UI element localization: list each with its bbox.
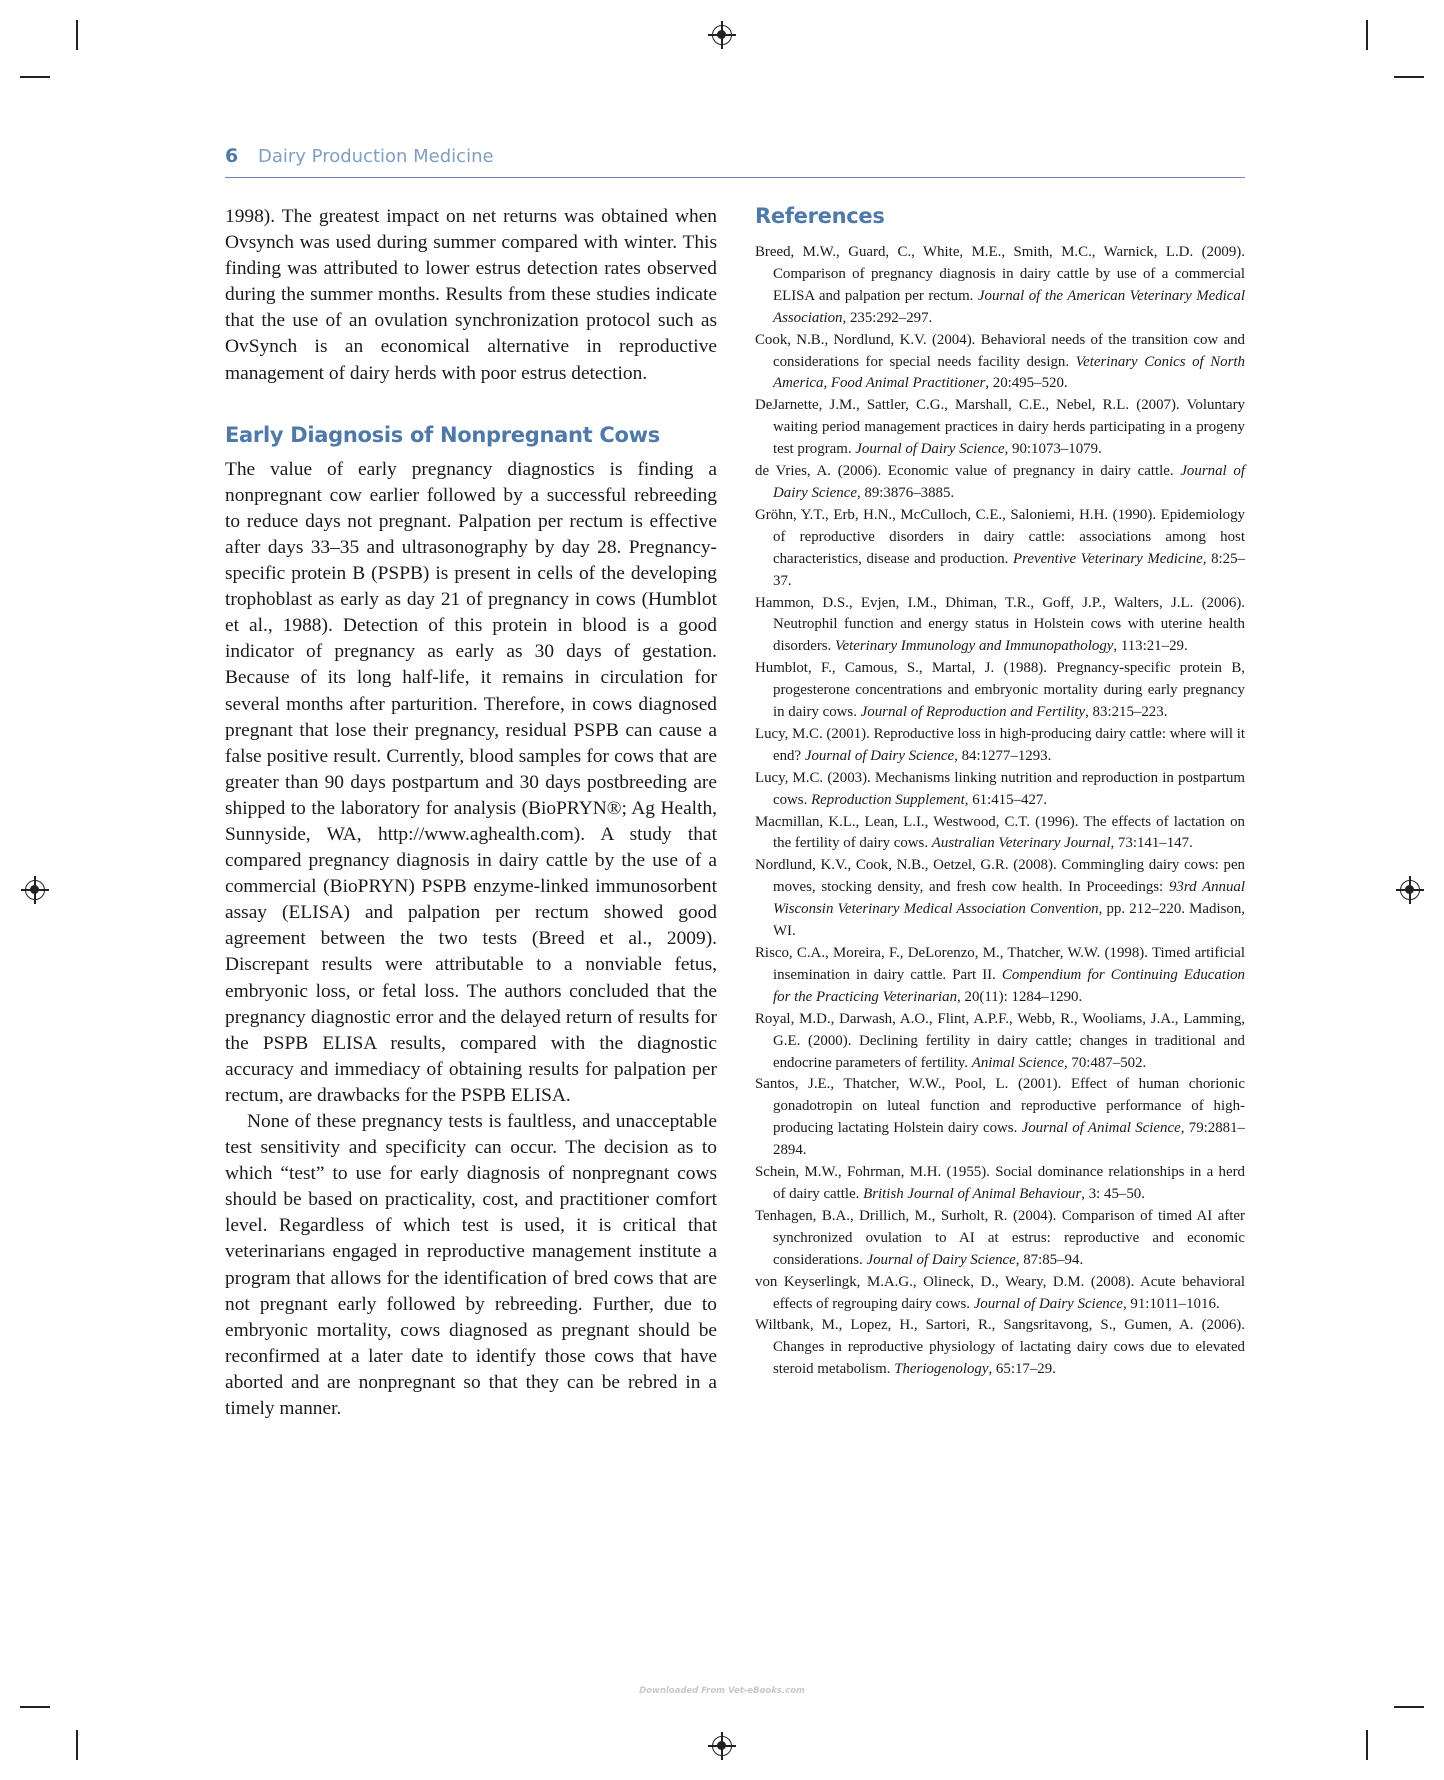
reference-citation: , 8:25–37. [773,550,1245,589]
reference-authors-title: Tenhagen, B.A., Drillich, M., Surholt, R. (2004). Comparison of timed AI after synchronized ovulation to AI at estrus: reproductive and economic considerations. [755,1207,1245,1268]
reference-citation: , 20(11): 1284–1290. [957,988,1083,1005]
crop-mark-icon [1366,20,1368,50]
main-text-column [225,204,717,1422]
reference-item [755,593,1245,659]
references-heading: References [755,204,885,228]
reference-citation: , 79:2881–2894. [773,1120,1245,1159]
reference-citation: , 91:1011–1016. [1122,1295,1220,1312]
reference-citation: , 73:141–147. [1110,835,1193,852]
reference-item [755,812,1245,856]
reference-citation: , 84:1277–1293. [954,747,1052,764]
body-paragraph: None of these pregnancy tests is faultless, and unacceptable test sensitivity and specificity can occur. The decision as to which “test” to use for early diagnosis of nonpregnant cows should be based on practicality, cost, and practitioner comfort level. Regardless of which test is used, it is critical that veterinarians engaged in reproductive management institute a program that allows for the identification of bred cows that are not pregnant early followed by rebreeding. Further, due to embryonic mortality, cows diagnosed as pregnant should be reconfirmed at a later date to identify those cows that have aborted and are nonpregnant so that they can be rebred in a timely manner. [225,1111,717,1420]
reference-citation: , 87:85–94. [1015,1251,1084,1268]
reference-authors-title: Santos, J.E., Thatcher, W.W., Pool, L. (2001). Effect of human chorionic gonadotropin on luteal function and reproductive performance of high-producing lactating Holstein dairy cows. [755,1076,1245,1137]
crop-mark-icon [1394,76,1424,78]
intro-paragraph: 1998). The greatest impact on net returns was obtained when Ovsynch was used during summer compared with winter. This finding was attributed to lower estrus detection rates observed during the summer months. Results from these studies indicate that the use of an ovulation synchronization protocol such as OvSynch is an economical alternative in reproductive management of dairy herds with poor estrus detection. [225,206,717,384]
reference-authors-title: Macmillan, K.L., Lean, L.I., Westwood, C.T. (1996). The effects of lactation on the fertility of dairy cows. [755,813,1245,852]
reference-authors-title: Hammon, D.S., Evjen, I.M., Dhiman, T.R., Goff, J.P., Walters, J.L. (2006). Neutrophil function and energy status in Holstein cows with uterine health disorders. [755,594,1245,655]
registration-mark-icon [712,25,732,45]
registration-mark-icon [25,880,45,900]
reference-authors-title: Schein, M.W., Fohrman, M.H. (1955). Social dominance relationships in a herd of dairy cattle. [755,1164,1245,1202]
reference-journal: Animal Science [971,1054,1064,1071]
reference-authors-title: von Keyserlingk, M.A.G., Olineck, D., Weary, D.M. (2008). Acute behavioral effects of regrouping dairy cows. [755,1273,1245,1312]
reference-authors-title: Royal, M.D., Darwash, A.O., Flint, A.P.F., Webb, R., Wooliams, J.A., Lamming, G.E. (2000). Declining fertility in dairy cattle; changes in traditional and endocrine parameters of fertility. [755,1010,1245,1071]
reference-authors-title: Lucy, M.C. (2001). Reproductive loss in high-producing dairy cattle: where will it end? [755,725,1245,764]
reference-authors-title: Cook, N.B., Nordlund, K.V. (2004). Behavioral needs of the transition cow and considerations for special needs facility design. [755,331,1245,370]
references-column [755,204,1245,1381]
reference-journal: Reproduction Supplement [811,791,965,808]
reference-authors-title: Nordlund, K.V., Cook, N.B., Oetzel, G.R. (2008). Commingling dairy cows: pen moves, stocking density, and fresh cow health. In Proceedings: [755,857,1245,896]
reference-list [755,242,1245,1381]
section-heading: Early Diagnosis of Nonpregnant Cows [225,422,660,447]
reference-journal: Journal of the American Veterinary Medical Association [773,287,1245,326]
crop-mark-icon [20,1706,50,1708]
watermark-text: Downloaded From Vet-eBooks.com [639,1686,805,1696]
reference-citation: , 89:3876–3885. [856,484,955,501]
reference-authors-title: Risco, C.A., Moreira, F., DeLorenzo, M., Thatcher, W.W. (1998). Timed artificial insemination in dairy cattle. Part II. [755,945,1245,983]
reference-journal: Australian Veterinary Journal [931,835,1111,852]
crop-mark-icon [76,20,78,50]
reference-item [755,461,1245,505]
reference-citation: , 235:292–297. [842,309,933,326]
reference-journal: Compendium for Continuing Education for the Practicing Veterinarian [773,966,1245,1005]
crop-mark-icon [1366,1730,1368,1760]
reference-journal: Theriogenology [894,1361,989,1378]
reference-citation: , 90:1073–1079. [1004,441,1102,458]
reference-journal: Journal of Animal Science [1021,1120,1181,1137]
reference-item [755,658,1245,724]
reference-journal: Journal of Dairy Science [866,1251,1016,1268]
reference-authors-title: DeJarnette, J.M., Sattler, C.G., Marshall, C.E., Nebel, R.L. (2007). Voluntary waiting period management practices in dairy herds participating in a progeny test program. [755,397,1245,458]
reference-item [755,1315,1245,1381]
reference-journal: Journal of Dairy Science [773,463,1245,501]
reference-item [755,1162,1245,1206]
reference-item [755,395,1245,461]
reference-item [755,1206,1245,1272]
reference-citation: , 70:487–502. [1063,1054,1147,1071]
running-title: Dairy Production Medicine [258,146,494,167]
reference-journal: Journal of Dairy Science [804,747,955,764]
reference-authors-title: Humblot, F., Camous, S., Martal, J. (1988). Pregnancy-specific protein B, progesterone concentrations and embryonic mortality during early pregnancy in dairy cows. [755,660,1245,721]
reference-authors-title: Gröhn, Y.T., Erb, H.N., McCulloch, C.E., Saloniemi, H.H. (1990). Epidemiology of reproductive disorders in dairy cattle: associations among host characteristics, disease and production. [755,506,1245,567]
reference-item [755,943,1245,1009]
reference-citation: , pp. 212–220. Madison, WI. [773,901,1245,940]
reference-item [755,505,1245,593]
reference-citation: , 20:495–520. [985,375,1068,392]
page-number: 6 [225,145,239,167]
reference-journal: Veterinary Conics of North America, Food Animal Practitioner [773,353,1245,392]
reference-authors-title: Lucy, M.C. (2003). Mechanisms linking nutrition and reproduction in postpartum cows. [755,769,1245,808]
reference-journal: Journal of Dairy Science [855,441,1005,458]
crop-mark-icon [1394,1706,1424,1708]
registration-mark-icon [712,1736,732,1756]
reference-journal: Journal of Dairy Science [973,1295,1123,1312]
reference-authors-title: Wiltbank, M., Lopez, H., Sartori, R., Sangsritavong, S., Gumen, A. (2006). Changes in reproductive physiology of lactating dairy cows due to elevated steroid metabolism. [755,1317,1245,1378]
reference-citation: , 61:415–427. [964,791,1048,808]
crop-mark-icon [76,1730,78,1760]
reference-journal: Journal of Reproduction and Fertility [860,704,1086,721]
reference-citation: , 113:21–29. [1113,638,1188,655]
crop-mark-icon [20,76,50,78]
registration-mark-icon [1400,880,1420,900]
reference-journal: Veterinary Immunology and Immunopathology [835,638,1114,655]
reference-item [755,855,1245,943]
reference-item [755,330,1245,396]
reference-item [755,1074,1245,1162]
reference-authors-title: Breed, M.W., Guard, C., White, M.E., Smith, M.C., Warnick, L.D. (2009). Comparison of pregnancy diagnosis in dairy cattle by use of a commercial ELISA and palpation per rectum. [755,244,1245,304]
reference-journal: 93rd Annual Wisconsin Veterinary Medical Association Convention [773,879,1245,918]
reference-item [755,242,1245,330]
running-header [225,145,1245,178]
reference-item [755,768,1245,812]
reference-authors-title: de Vries, A. (2006). Economic value of pregnancy in dairy cattle. [755,463,1181,480]
reference-citation: , 65:17–29. [988,1361,1056,1378]
reference-item [755,724,1245,768]
reference-item [755,1009,1245,1075]
reference-item [755,1272,1245,1316]
reference-citation: , 3: 45–50. [1081,1185,1145,1202]
body-paragraph: The value of early pregnancy diagnostics is finding a nonpregnant cow earlier followed by a successful rebreeding to reduce days not pregnant. Palpation per rectum is effective after days 33–35 and ultrasonography by day 28. Pregnancy-specific protein B (PSPB) is present in cells of the developing trophoblast as early as day 21 of pregnancy in cows (Humblot et al., 1988). Detection of this protein in blood is a good indicator of pregnancy as early as 30 days of gestation. Because of its long half-life, it remains in circulation for several months after parturition. Therefore, in cows diagnosed pregnant that lose their pregnancy, residual PSPB can cause a false positive result. Currently, blood samples for cows that are greater than 90 days postpartum and 30 days postbreeding are shipped to the laboratory for analysis (BioPRYN®; Ag Health, Sunnyside, WA, http://www.aghealth.com). A study that compared pregnancy diagnosis in dairy cattle by the use of a commercial (BioPRYN) PSPB enzyme-linked immunosorbent assay (ELISA) and palpation per rectum showed good agreement between the two tests (Breed et al., 2009). Discrepant results were attributable to a nonviable fetus, embryonic loss, or fetal loss. The authors concluded that the pregnancy diagnostic error and the delayed return of results for the PSPB ELISA results, compared with the diagnostic accuracy and immediacy of obtaining results for palpation per rectum, are drawbacks for the PSPB ELISA. [225,458,717,1106]
reference-citation: , 83:215–223. [1085,704,1168,721]
reference-journal: British Journal of Animal Behaviour [863,1185,1082,1202]
reference-journal: Preventive Veterinary Medicine [1013,550,1203,567]
